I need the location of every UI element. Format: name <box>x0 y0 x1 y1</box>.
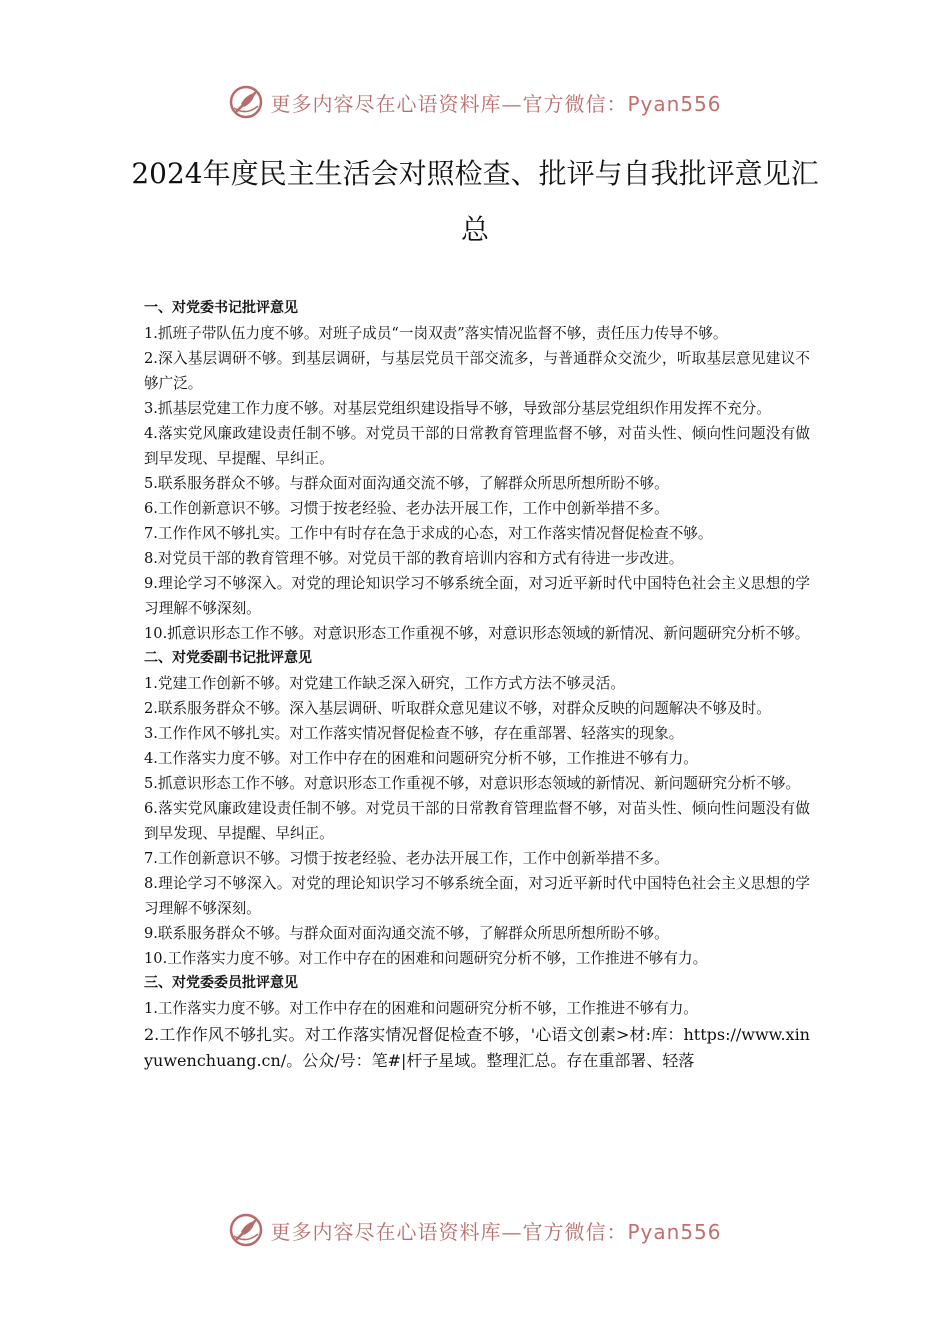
document-body <box>144 296 810 1074</box>
section-heading: 二、对党委副书记批评意见 <box>144 650 312 666</box>
list-item: 5.联系服务群众不够。与群众面对面沟通交流不够，了解群众所思所想所盼不够。 <box>144 475 669 492</box>
list-item: 5.抓意识形态工作不够。对意识形态工作重视不够，对意识形态领域的新情况、新问题研究分析不够。 <box>144 775 801 792</box>
list-item: 1.党建工作创新不够。对党建工作缺乏深入研究，工作方式方法不够灵活。 <box>144 675 625 692</box>
list-item: 8.理论学习不够深入。对党的理论知识学习不够系统全面，对习近平新时代中国特色社会主义思想的学习理解不够深刻。 <box>144 875 810 917</box>
list-item: 4.工作落实力度不够。对工作中存在的困难和问题研究分析不够，工作推进不够有力。 <box>144 750 698 767</box>
list-item: 9.联系服务群众不够。与群众面对面沟通交流不够，了解群众所思所想所盼不够。 <box>144 925 669 942</box>
wechat-handle: Pyan556 <box>627 91 722 116</box>
list-item: 2.联系服务群众不够。深入基层调研、听取群众意见建议不够，对群众反映的问题解决不够及时。 <box>144 700 771 717</box>
quill-logo-icon <box>228 1212 264 1248</box>
list-item: 1.工作落实力度不够。对工作中存在的困难和问题研究分析不够，工作推进不够有力。 <box>144 1000 698 1017</box>
page-title: 2024年度民主生活会对照检查、批评与自我批评意见汇总 <box>131 157 819 246</box>
list-item: 4.落实党风廉政建设责任制不够。对党员干部的日常教育管理监督不够，对苗头性、倾向性问题没有做到早发现、早提醒、早纠正。 <box>144 425 810 467</box>
list-item: 3.工作作风不够扎实。对工作落实情况督促检查不够，存在重部署、轻落实的现象。 <box>144 725 684 742</box>
section-heading: 一、对党委书记批评意见 <box>144 300 298 316</box>
list-item: 1.抓班子带队伍力度不够。对班子成员“一岗双责”落实情况监督不够，责任压力传导不够。 <box>144 325 728 342</box>
list-item: 6.落实党风廉政建设责任制不够。对党员干部的日常教育管理监督不够，对苗头性、倾向性问题没有做到早发现、早提醒、早纠正。 <box>144 800 810 842</box>
quill-logo-icon <box>228 84 264 120</box>
wechat-handle: Pyan556 <box>627 1219 722 1244</box>
list-item: 3.抓基层党建工作力度不够。对基层党组织建设指导不够，导致部分基层党组织作用发挥不充分。 <box>144 400 771 417</box>
section-heading: 三、对党委委员批评意见 <box>144 975 298 991</box>
header-banner <box>0 80 950 124</box>
list-item: 10.抓意识形态工作不够。对意识形态工作重视不够，对意识形态领域的新情况、新问题研究分析不够。 <box>144 625 810 642</box>
list-item: 7.工作作风不够扎实。工作中有时存在急于求成的心态，对工作落实情况督促检查不够。 <box>144 525 713 542</box>
list-item: 2.工作作风不够扎实。对工作落实情况督促检查不够，'心语文创素>材:库：https://www.xinyuwenchuang.cn/。公众/号：笔#|杆子星域。整理汇总。存在重部署、轻落 <box>144 1025 810 1070</box>
banner-text: 更多内容尽在心语资料库—官方微信：Pyan556 <box>270 1219 722 1244</box>
list-item: 7.工作创新意识不够。习惯于按老经验、老办法开展工作，工作中创新举措不多。 <box>144 850 669 867</box>
list-item: 9.理论学习不够深入。对党的理论知识学习不够系统全面，对习近平新时代中国特色社会主义思想的学习理解不够深刻。 <box>144 575 810 617</box>
banner-text: 更多内容尽在心语资料库—官方微信：Pyan556 <box>270 91 722 116</box>
list-item: 6.工作创新意识不够。习惯于按老经验、老办法开展工作，工作中创新举措不多。 <box>144 500 669 517</box>
footer-banner <box>0 1208 950 1252</box>
list-item: 8.对党员干部的教育管理不够。对党员干部的教育培训内容和方式有待进一步改进。 <box>144 550 684 567</box>
list-item: 2.深入基层调研不够。到基层调研，与基层党员干部交流多，与普通群众交流少，听取基层意见建议不够广泛。 <box>144 350 810 392</box>
list-item: 10.工作落实力度不够。对工作中存在的困难和问题研究分析不够，工作推进不够有力。 <box>144 950 708 967</box>
